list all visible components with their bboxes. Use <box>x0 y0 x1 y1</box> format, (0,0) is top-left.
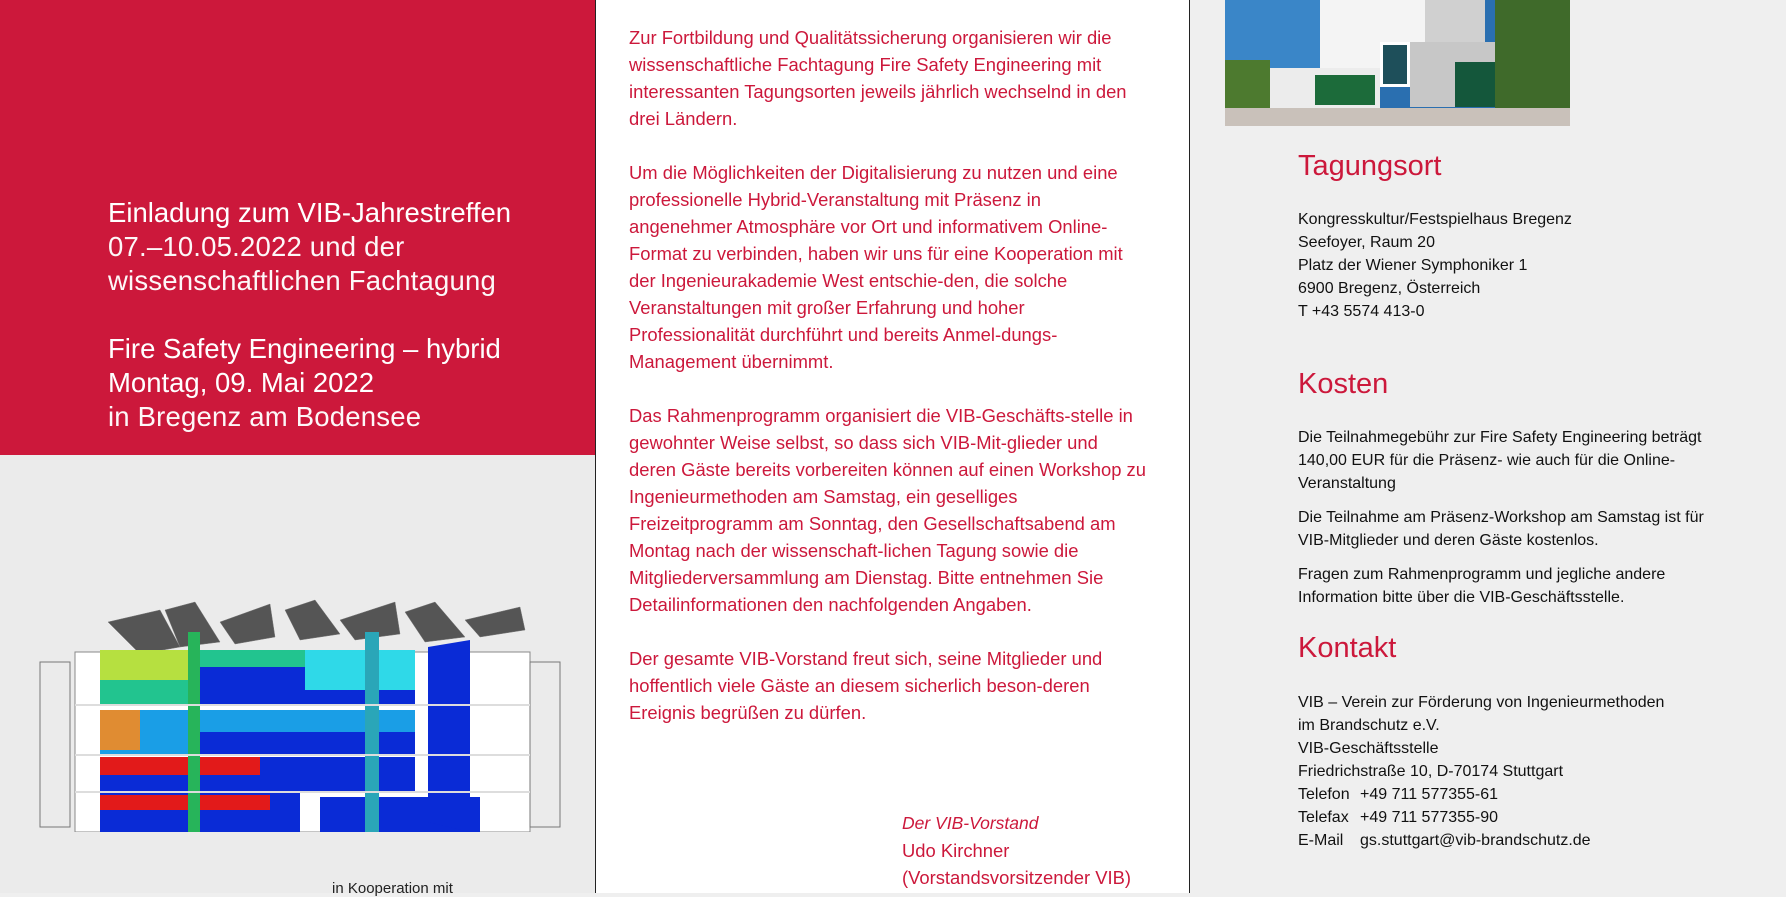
cooperation-label: in Kooperation mit <box>332 880 453 897</box>
email-link[interactable]: gs.stuttgart@vib-brandschutz.de <box>1360 832 1591 849</box>
venue-phone: T +43 5574 413-0 <box>1298 303 1425 320</box>
venue-line: Seefoyer, Raum 20 <box>1298 234 1435 251</box>
signature-block <box>902 810 1131 891</box>
phone-value: +49 711 577355-61 <box>1360 786 1499 803</box>
office-address: Friedrichstraße 10, D-70174 Stuttgart <box>1298 763 1564 780</box>
email-label: E-Mail <box>1298 832 1344 849</box>
event-location: in Bregenz am Bodensee <box>108 401 422 432</box>
fax-label: Telefax <box>1298 809 1349 826</box>
venue-line: Platz der Wiener Symphoniker 1 <box>1298 257 1528 274</box>
signature-role: Der VIB-Vorstand <box>902 813 1039 833</box>
signature-name: Udo Kirchner <box>902 840 1010 861</box>
event-date: Montag, 09. Mai 2022 <box>108 367 375 398</box>
letter-body <box>629 24 1149 753</box>
phone-row <box>1298 783 1664 806</box>
costs-paragraph: Fragen zum Rahmenprogramm und jegliche andere Information bitte über die VIB-Geschäftsstelle. <box>1298 566 1666 606</box>
letter-paragraph: Der gesamte VIB-Vorstand freut sich, seine Mitglieder und hoffentlich viele Gäste an diesem sicherlich beson-deren Ereignis begrüßen zu dürfen. <box>629 648 1103 723</box>
contact-heading: Kontakt <box>1298 632 1397 664</box>
title-line: Einladung zum VIB-Jahrestreffen <box>108 197 512 228</box>
costs-heading: Kosten <box>1298 368 1389 400</box>
costs-paragraph: Die Teilnahmegebühr zur Fire Safety Engineering beträgt 140,00 EUR für die Präsenz- wie auch für die Online-Veranstaltung <box>1298 429 1702 492</box>
event-name: Fire Safety Engineering – hybrid <box>108 333 501 364</box>
fax-row <box>1298 806 1664 829</box>
phone-label: Telefon <box>1298 786 1350 803</box>
cover-panel <box>0 0 595 897</box>
venue-line: Kongresskultur/Festspielhaus Bregenz <box>1298 211 1572 228</box>
fax-value: +49 711 577355-90 <box>1360 809 1499 826</box>
venue-heading: Tagungsort <box>1298 150 1442 182</box>
cfd-simulation-image <box>20 592 575 832</box>
letter-paragraph: Zur Fortbildung und Qualitätssicherung organisieren wir die wissenschaftliche Fachtagung Fire Safety Engineering mit interessanten Tagungsorten jeweils jährlich wechselnd in den drei Ländern. <box>629 27 1127 129</box>
venue-address <box>1298 208 1572 323</box>
venue-photo <box>1225 0 1570 126</box>
contact-body <box>1298 691 1664 852</box>
letter-paragraph: Das Rahmenprogramm organisiert die VIB-Geschäfts-stelle in gewohnter Weise selbst, so dass sich VIB-Mit-glieder und deren Gäste bereits vorbereiten können auf einen Workshop zu Ingenieurmethoden am Samstag, ein geselliges Freizeitprogramm am Sonntag, den Gesellschaftsabend am Montag nach der wissenschaft-lichen Tagung sowie die Mitgliederversammlung am Dienstag. Bitte entnehmen Sie Detailinformationen den nachfolgenden Angaben. <box>629 405 1146 615</box>
org-name: VIB – Verein zur Förderung von Ingenieurmethoden <box>1298 694 1665 711</box>
title-line: 07.–10.05.2022 und der <box>108 231 405 262</box>
signature-title: (Vorstandsvorsitzender VIB) <box>902 867 1131 888</box>
venue-line: 6900 Bregenz, Österreich <box>1298 280 1481 297</box>
org-name-cont: im Brandschutz e.V. <box>1298 717 1440 734</box>
cover-title <box>108 196 511 434</box>
office-name: VIB-Geschäftsstelle <box>1298 740 1439 757</box>
costs-paragraph: Die Teilnahme am Präsenz-Workshop am Samstag ist für VIB-Mitglieder und deren Gäste kostenlos. <box>1298 509 1704 549</box>
costs-body <box>1298 426 1738 620</box>
letter-paragraph: Um die Möglichkeiten der Digitalisierung zu nutzen und eine professionelle Hybrid-Veranstaltung mit Präsenz in angenehmer Atmosphäre vor Ort und informativem Online-Format zu verbinden, haben wir uns für eine Kooperation mit der Ingenieurakademie West entschie-den, die solche Veranstaltungen mit großer Erfahrung und hoher Professionalität durchführt und bereits Anmel-dungs-Management übernimmt. <box>629 162 1123 372</box>
cover-red-block <box>0 0 595 455</box>
title-line: wissenschaftlichen Fachtagung <box>108 265 496 296</box>
email-row <box>1298 829 1664 852</box>
